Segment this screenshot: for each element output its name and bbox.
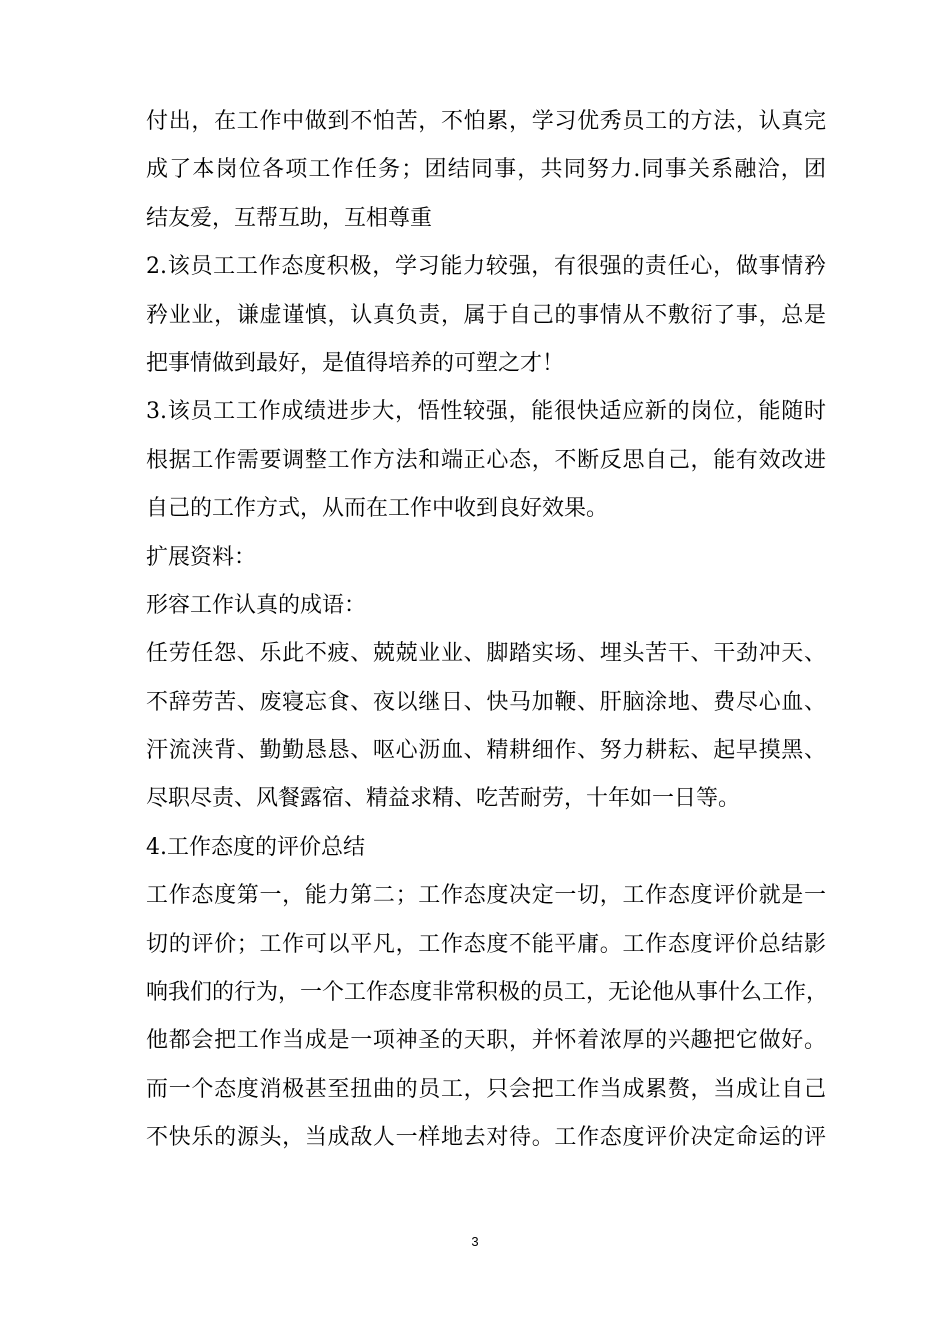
text-line: 成了本岗位各项工作任务；团结同事，共同努力.同事关系融洽，团	[146, 157, 826, 183]
text-line: 而一个态度消极甚至扭曲的员工，只会把工作当成累赘，当成让自己	[146, 1076, 826, 1102]
text-line: 付出，在工作中做到不怕苦，不怕累，学习优秀员工的方法，认真完	[146, 109, 826, 134]
text-line: 自己的工作方式，从而在工作中收到良好效果。	[146, 496, 609, 522]
text-line: 尽职尽责、风餐露宿、精益求精、吃苦耐劳，十年如一日等。	[146, 786, 741, 812]
text-line: 把事情做到最好，是值得培养的可塑之才！	[146, 350, 565, 376]
text-line: 结友爱，互帮互助，互相尊重	[146, 205, 433, 231]
text-line: 2.该员工工作态度积极，学习能力较强，有很强的责任心，做事情矜	[146, 254, 826, 280]
text-line: 汗流浃背、勤勤恳恳、呕心沥血、精耕细作、努力耕耘、起早摸黑、	[146, 738, 826, 764]
section-heading: 扩展资料：	[146, 544, 257, 570]
text-line: 不快乐的源头，当成敌人一样地去对待。工作态度评价决定命运的评	[146, 1125, 826, 1151]
text-line: 形容工作认真的成语：	[146, 592, 367, 618]
text-line: 根据工作需要调整工作方法和端正心态，不断反思自己，能有效改进	[146, 447, 826, 473]
body-text	[146, 98, 829, 1163]
section-heading: 4.工作态度的评价总结	[146, 834, 365, 860]
text-line: 3.该员工工作成绩进步大，悟性较强，能很快适应新的岗位，能随时	[146, 399, 826, 425]
text-line: 不辞劳苦、废寝忘食、夜以继日、快马加鞭、肝脑涂地、费尽心血、	[146, 689, 826, 715]
text-line: 任劳任怨、乐此不疲、兢兢业业、脚踏实场、埋头苦干、干劲冲天、	[146, 641, 826, 667]
text-line: 他都会把工作当成是一项神圣的天职，并怀着浓厚的兴趣把它做好。	[146, 1028, 826, 1054]
text-line: 响我们的行为，一个工作态度非常积极的员工，无论他从事什么工作，	[146, 980, 829, 1006]
text-line: 切的评价；工作可以平凡，工作态度不能平庸。工作态度评价总结影	[146, 931, 826, 957]
page-number: 3	[471, 1234, 479, 1249]
text-line: 矜业业，谦虚谨慎，认真负责，属于自己的事情从不敷衍了事，总是	[146, 302, 826, 328]
text-line: 工作态度第一，能力第二；工作态度决定一切，工作态度评价就是一	[146, 883, 826, 909]
